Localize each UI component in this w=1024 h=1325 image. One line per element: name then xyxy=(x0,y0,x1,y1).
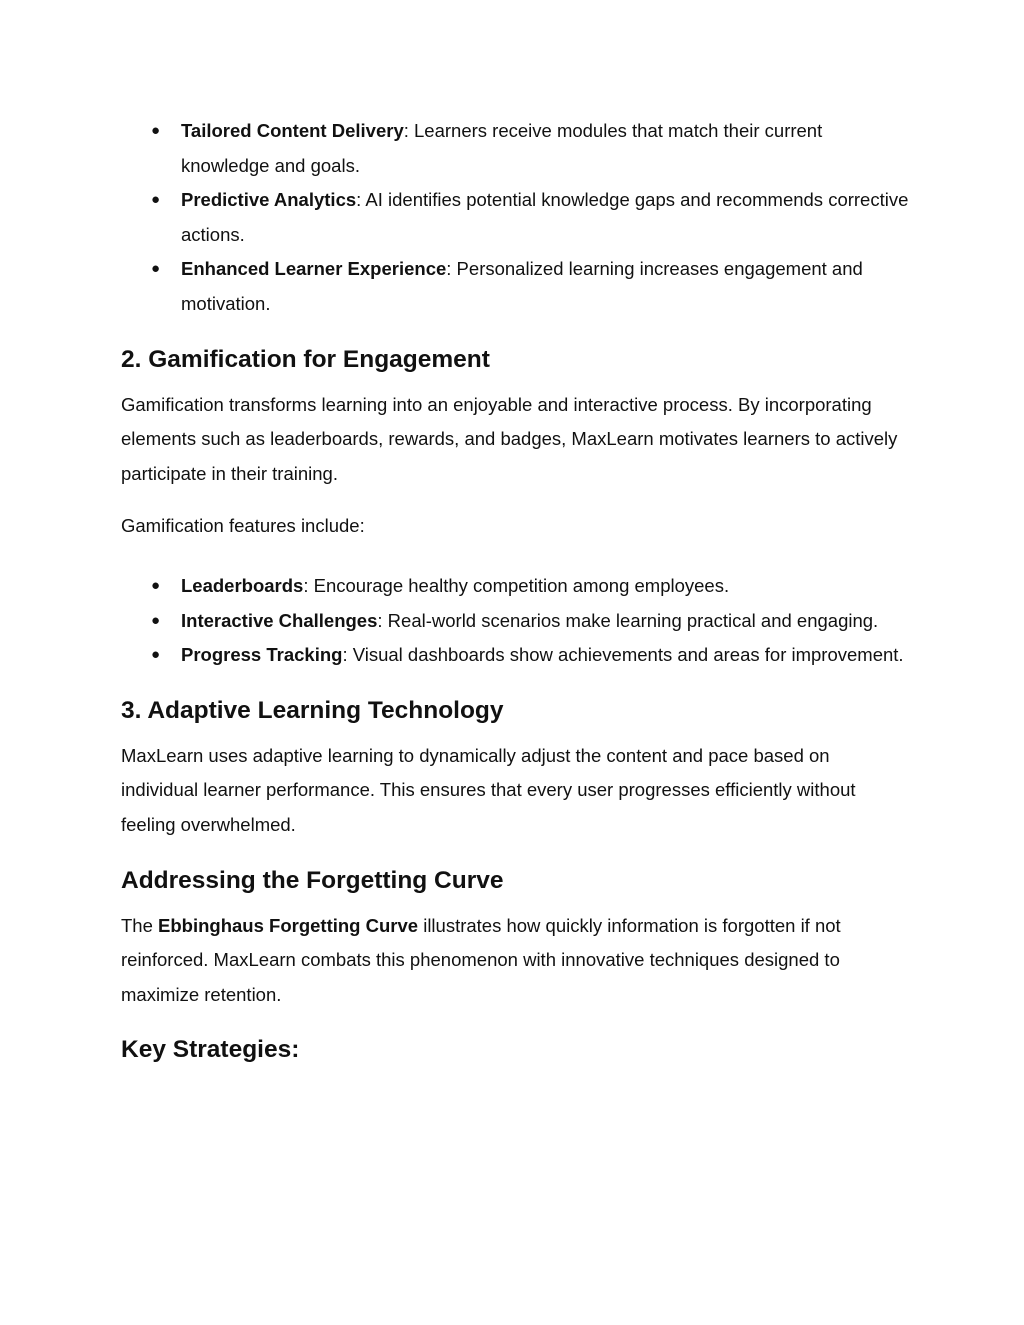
paragraph-rest: illustrates how quickly information is forgotten if not reinforced. MaxLearn combats this phenomenon with innovative techniques designed to maximize retention. xyxy=(121,914,841,1005)
document-page xyxy=(121,114,911,1066)
list-item-desc: : Real-world scenarios make learning practical and engaging. xyxy=(377,609,879,631)
section-heading-key-strategies: Key Strategies: xyxy=(121,1036,300,1064)
feature-list-personalization xyxy=(121,114,911,322)
section-paragraph-gamification: Gamification transforms learning into an enjoyable and interactive process. By incorporating elements such as leaderboards, rewards, and badges, MaxLearn motivates learners to actively participate in their training. xyxy=(121,393,898,484)
section-heading-gamification: 2. Gamification for Engagement xyxy=(121,345,490,373)
bullet-icon: ● xyxy=(151,646,161,664)
list-item-term: Enhanced Learner Experience xyxy=(181,258,447,280)
list-item xyxy=(151,604,911,639)
bullet-icon: ● xyxy=(151,576,161,594)
list-item xyxy=(151,569,911,604)
bullet-icon: ● xyxy=(151,260,161,278)
section-paragraph-adaptive: MaxLearn uses adaptive learning to dynamically adjust the content and pace based on individual learner performance. This ensures that every user progresses efficiently without feeling overwhelmed. xyxy=(121,744,856,835)
list-item xyxy=(151,183,911,252)
list-item xyxy=(151,114,911,183)
bullet-icon: ● xyxy=(151,611,161,629)
list-item-desc: : Learners receive modules that match their current knowledge and goals. xyxy=(181,120,823,176)
list-item-term: Leaderboards xyxy=(181,574,304,596)
section-heading-forgetting-curve: Addressing the Forgetting Curve xyxy=(121,866,504,894)
section-heading-adaptive: 3. Adaptive Learning Technology xyxy=(121,696,504,724)
list-item-desc: : Encourage healthy competition among employees. xyxy=(303,574,730,596)
list-item-desc: : Personalized learning increases engagement and motivation. xyxy=(181,258,863,314)
list-item-desc: : AI identifies potential knowledge gaps and recommends corrective actions. xyxy=(181,189,909,245)
section-paragraph-forgetting-curve xyxy=(121,909,911,1013)
list-item-term: Progress Tracking xyxy=(181,644,343,666)
list-item-term: Predictive Analytics xyxy=(181,189,357,211)
list-item-term: Tailored Content Delivery xyxy=(181,120,404,141)
list-item-desc: : Visual dashboards show achievements and areas for improvement. xyxy=(342,644,904,666)
features-intro: Gamification features include: xyxy=(121,515,365,537)
bullet-icon: ● xyxy=(151,122,161,139)
list-item xyxy=(151,252,911,321)
bullet-icon: ● xyxy=(151,191,161,209)
paragraph-term: Ebbinghaus Forgetting Curve xyxy=(158,914,419,936)
list-item xyxy=(151,638,911,673)
list-item-term: Interactive Challenges xyxy=(181,609,378,631)
feature-list-gamification xyxy=(121,569,911,673)
paragraph-intro: The xyxy=(121,914,159,936)
